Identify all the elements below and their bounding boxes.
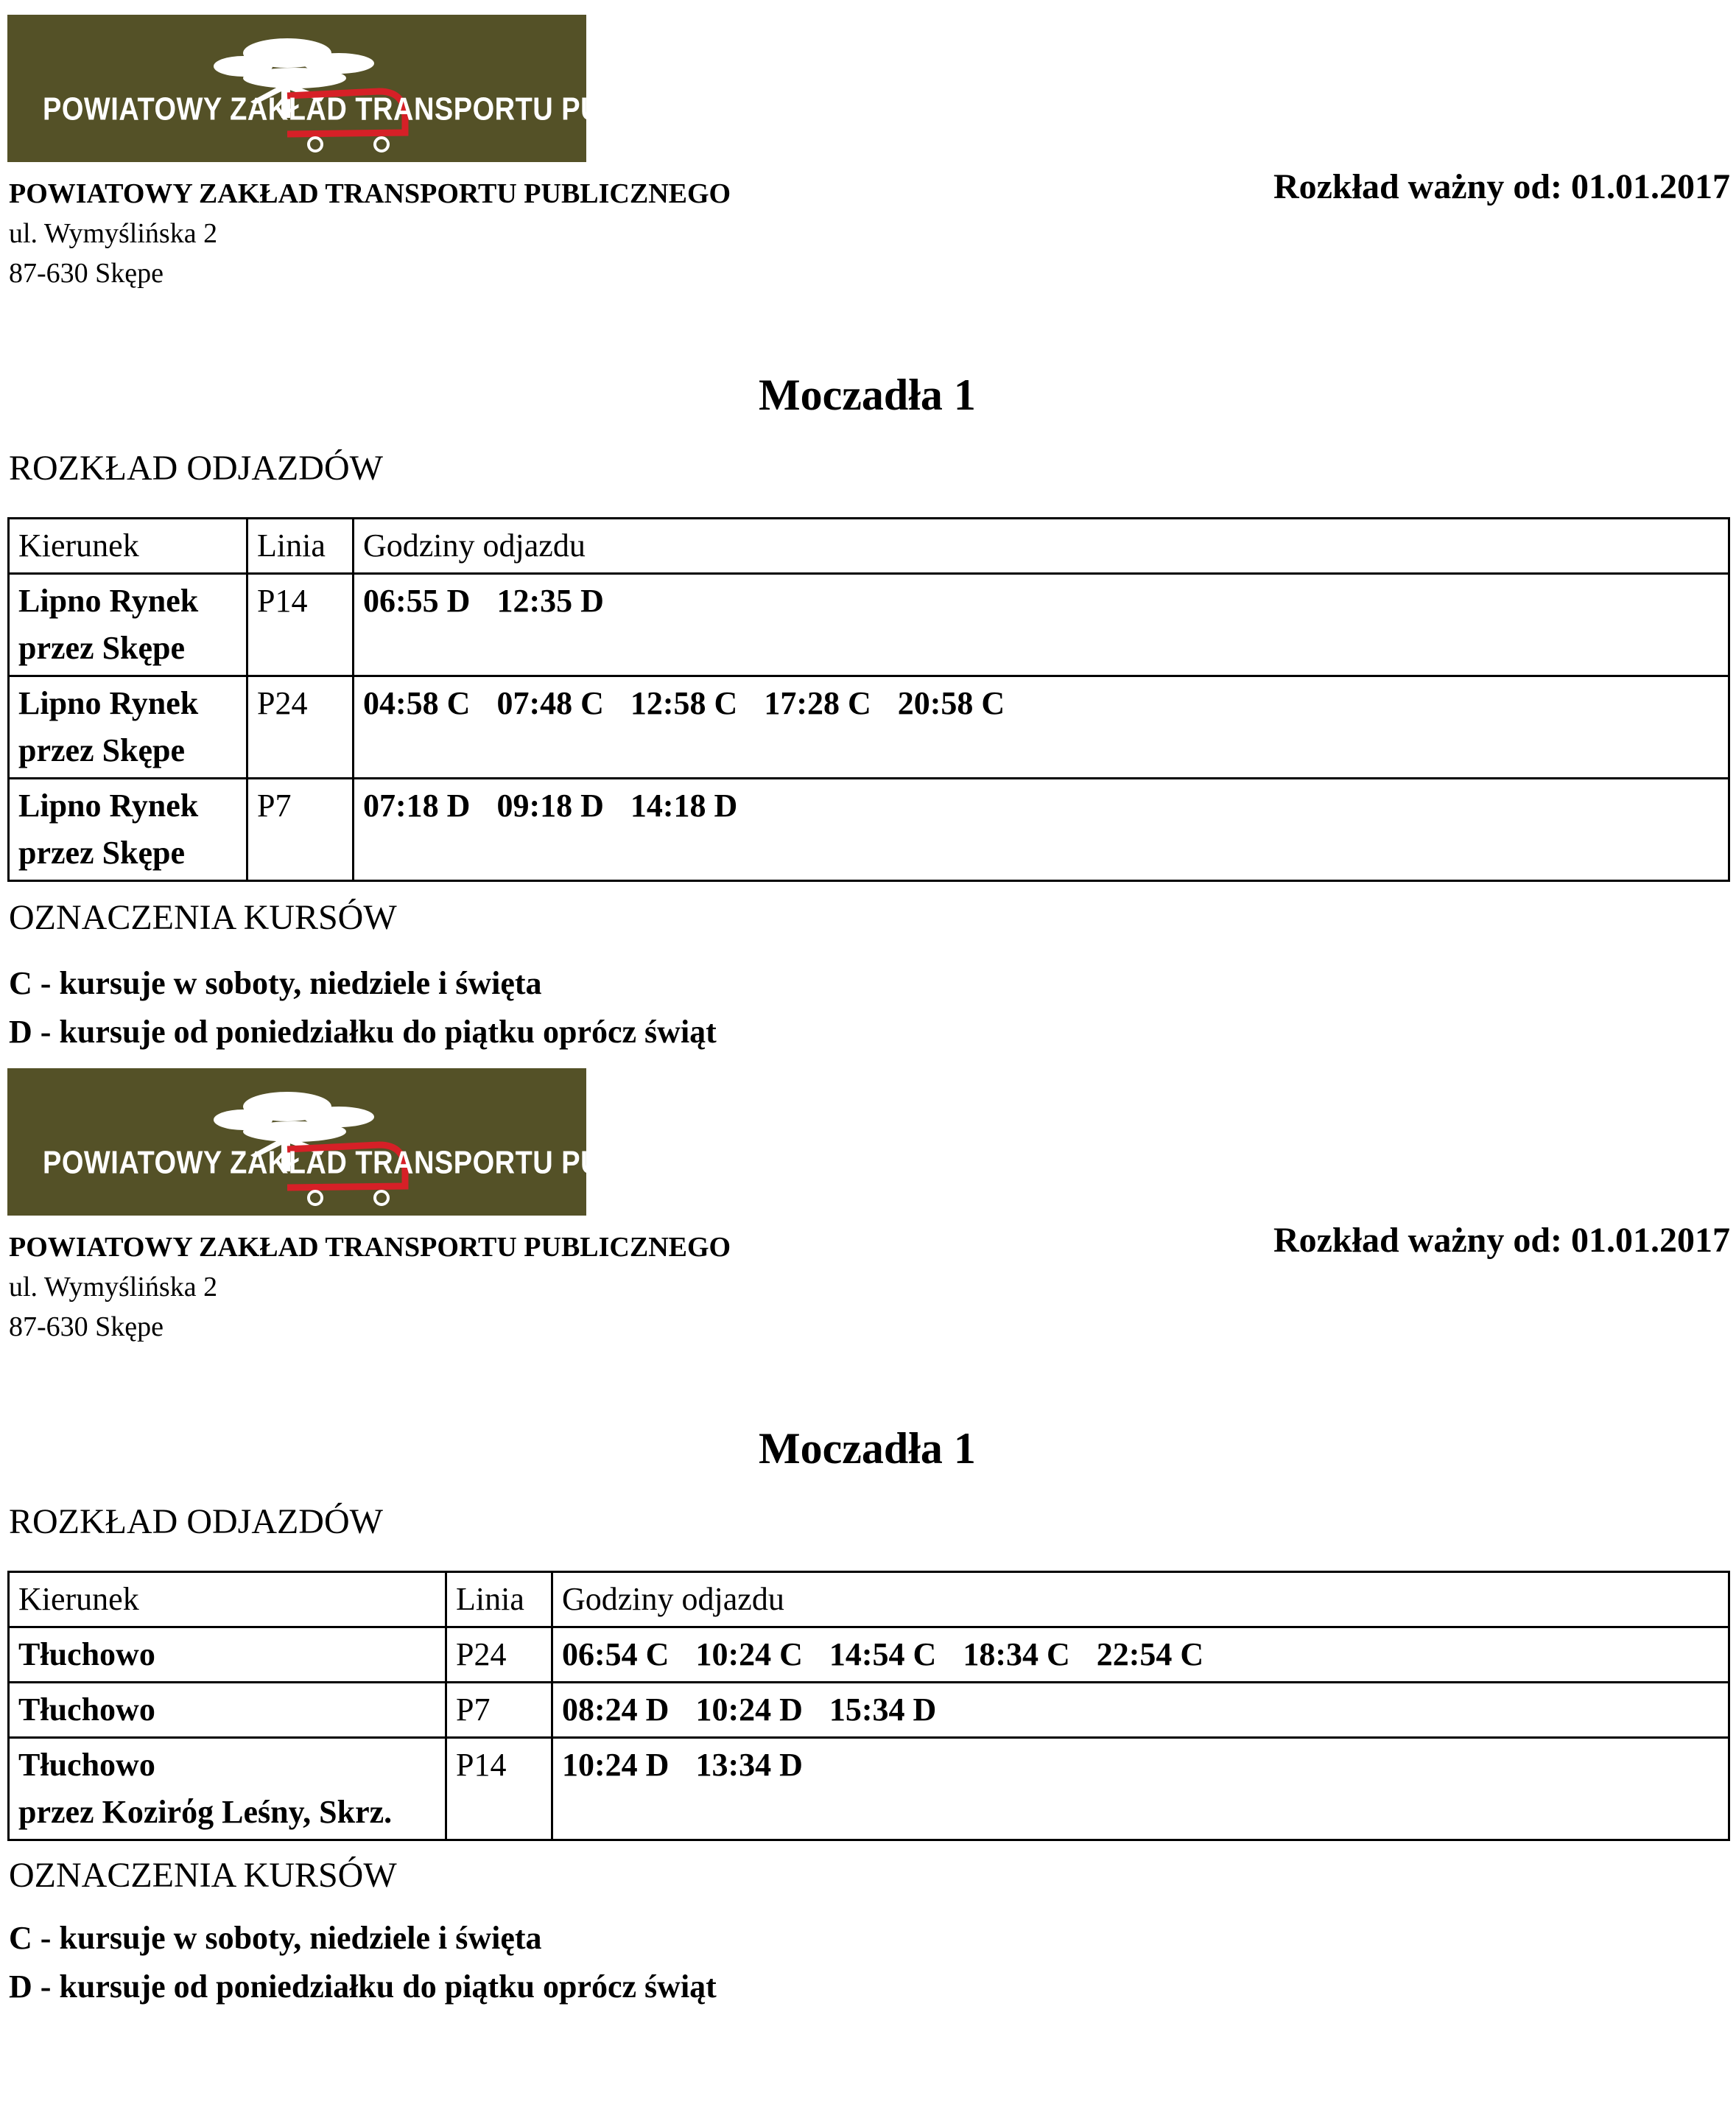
departure-time: 17:28 C [764,685,871,721]
header-times: Godziny odjazdu [552,1572,1729,1627]
departures-table [7,517,1730,882]
departure-time: 20:58 C [897,685,1005,721]
stop-name: Moczadła 1 [759,371,976,419]
table-header [9,519,1729,574]
table-row [9,574,1729,676]
line-cell: P24 [247,676,354,779]
header-line: Linia [446,1572,552,1627]
direction-cell [9,1738,446,1840]
legend-item-d: D - kursuje od poniedziałku do piątku oprócz świąt [9,1968,717,2005]
departure-time: 07:18 D [363,788,471,824]
line-cell: P14 [446,1738,552,1840]
legend-item-d: D - kursuje od poniedziałku do piątku oprócz świąt [9,1014,717,1050]
tree-bus-logo-icon [7,1068,770,1216]
departure-time: 12:58 C [630,685,738,721]
line-cell: P7 [247,779,354,881]
company-name: POWIATOWY ZAKŁAD TRANSPORTU PUBLICZNEGO [9,1232,731,1263]
departure-time: 10:24 C [695,1636,803,1672]
departure-time: 06:55 D [363,583,471,619]
table-row [9,1683,1729,1738]
legend [9,959,717,1056]
times-cell [552,1627,1729,1683]
direction-cell [9,676,247,779]
direction-cell [9,779,247,881]
departure-time: 15:34 D [829,1691,937,1728]
header-times: Godziny odjazdu [354,519,1729,574]
legend-item-c: C - kursuje w soboty, niedziele i święta [9,1920,542,1956]
header-direction: Kierunek [9,519,247,574]
direction-destination: Tłuchowo [18,1636,155,1672]
tree-bus-logo-icon [7,15,770,162]
departure-time: 13:34 D [695,1747,803,1783]
line-cell: P14 [247,574,354,676]
table-row [9,1627,1729,1683]
direction-cell [9,574,247,676]
table-header [9,1572,1729,1627]
direction-destination: Lipno Rynek [18,788,199,824]
validity-date: Rozkład ważny od: 01.01.2017 [1273,167,1730,206]
direction-cell [9,1627,446,1683]
company-logo [7,15,770,162]
table-row [9,1738,1729,1840]
departure-time: 09:18 D [496,788,604,824]
company-logo [7,1068,770,1216]
direction-destination: Tłuchowo [18,1691,155,1728]
departure-time: 18:34 C [963,1636,1070,1672]
direction-destination: Lipno Rynek [18,583,199,619]
company-name: POWIATOWY ZAKŁAD TRANSPORTU PUBLICZNEGO [9,178,731,209]
header-line: Linia [247,519,354,574]
departure-time: 07:48 C [496,685,604,721]
departure-time: 12:35 D [496,583,604,619]
logo-text: POWIATOWY ZAKŁAD TRANSPORTU PUBLICZNEGO [43,1145,770,1182]
direction-via: przez Kozirόg Leśny, Skrz. [18,1794,393,1830]
direction-destination: Tłuchowo [18,1747,155,1783]
direction-destination: Lipno Rynek [18,685,199,721]
departure-time: 14:18 D [630,788,738,824]
logo-text: POWIATOWY ZAKŁAD TRANSPORTU PUBLICZNEGO [43,91,770,128]
times-cell [354,779,1729,881]
direction-via: przez Skępe [18,732,186,768]
departure-time: 10:24 D [695,1691,803,1728]
company-postcode-city: 87-630 Skępe [9,258,164,289]
departures-table [7,1571,1730,1841]
schedule-title: ROZKŁAD ODJAZDÓW [9,1502,383,1541]
departure-time: 06:54 C [562,1636,670,1672]
departure-time: 08:24 D [562,1691,670,1728]
company-info [9,1227,731,1347]
direction-cell [9,1683,446,1738]
line-cell: P24 [446,1627,552,1683]
header-direction: Kierunek [9,1572,446,1627]
line-cell: P7 [446,1683,552,1738]
times-cell [552,1683,1729,1738]
legend-title: OZNACZENIA KURSÓW [9,1856,397,1895]
timetable-page-2 [0,1054,1736,2107]
departure-time: 10:24 D [562,1747,670,1783]
company-street: ul. Wymyślińska 2 [9,1272,218,1303]
table-row [9,779,1729,881]
direction-via: przez Skępe [18,630,186,666]
company-postcode-city: 87-630 Skępe [9,1311,164,1342]
legend-title: OZNACZENIA KURSÓW [9,898,397,937]
legend-item-c: C - kursuje w soboty, niedziele i święta [9,965,542,1001]
legend [9,1914,717,2011]
stop-name: Moczadła 1 [759,1424,976,1473]
departure-time: 14:54 C [829,1636,937,1672]
departure-time: 04:58 C [363,685,471,721]
table-row [9,676,1729,779]
departure-time: 22:54 C [1096,1636,1204,1672]
times-cell [552,1738,1729,1840]
times-cell [354,676,1729,779]
company-street: ul. Wymyślińska 2 [9,218,218,249]
company-info [9,174,731,293]
schedule-title: ROZKŁAD ODJAZDÓW [9,449,383,488]
times-cell [354,574,1729,676]
direction-via: przez Skępe [18,835,186,871]
validity-date: Rozkład ważny od: 01.01.2017 [1273,1221,1730,1260]
